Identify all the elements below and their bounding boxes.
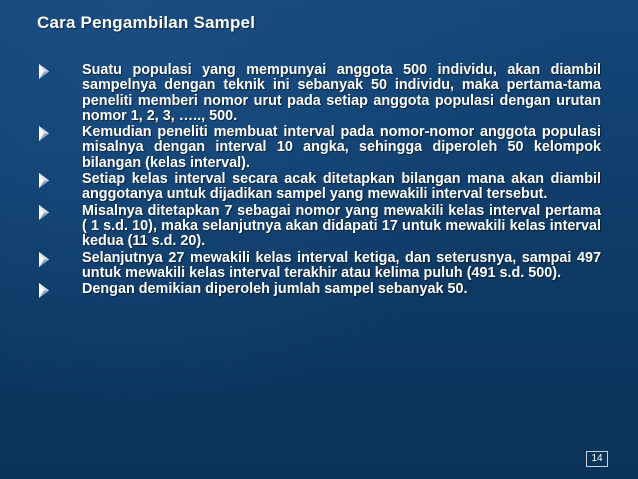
bullet-text: Suatu populasi yang mempunyai anggota 500 individu, akan diambil sampelnya dengan teknik ini sebanyak 50 individu, maka pertama-tama peneliti memberi nomor urut pada setiap anggota populasi dengan urutan nomor 1, 2, 3, ….., 500. bbox=[82, 62, 601, 124]
bullet-item bbox=[38, 282, 601, 297]
bullet-text: Kemudian peneliti membuat interval pada nomor-nomor anggota populasi misalnya dengan interval 10 angka, sehingga diperoleh 50 kelompok bilangan (kelas interval). bbox=[82, 124, 601, 171]
bullet-text: Misalnya ditetapkan 7 sebagai nomor yang mewakili kelas interval pertama ( 1 s.d. 10), maka selanjutnya akan didapati 17 untuk mewakili kelas interval kedua (11 s.d. 20). bbox=[82, 202, 601, 250]
arrow-bullet-icon bbox=[38, 173, 50, 188]
bullet-list bbox=[38, 63, 601, 298]
arrow-bullet-icon bbox=[38, 205, 50, 220]
page-number: 14 bbox=[586, 451, 608, 467]
bullet-item bbox=[38, 251, 601, 282]
arrow-bullet-icon bbox=[38, 252, 50, 267]
bullet-item bbox=[38, 63, 601, 124]
arrow-bullet-icon bbox=[38, 283, 50, 298]
slide-title: Cara Pengambilan Sampel bbox=[37, 13, 256, 32]
bullet-text: Selanjutnya 27 mewakili kelas interval ketiga, dan seterusnya, sampai 497 untuk mewakili kelas interval terakhir atau kelima puluh (491 s.d. 500). bbox=[82, 249, 601, 281]
bullet-item bbox=[38, 204, 601, 250]
bullet-text: Dengan demikian diperoleh jumlah sampel sebanyak 50. bbox=[82, 281, 468, 298]
arrow-bullet-icon bbox=[38, 126, 50, 141]
bullet-item bbox=[38, 172, 601, 203]
bullet-text: Setiap kelas interval secara acak ditetapkan bilangan mana akan diambil anggotanya untuk dijadikan sampel yang mewakili interval tersebut. bbox=[82, 171, 601, 203]
arrow-bullet-icon bbox=[38, 64, 50, 79]
bullet-item bbox=[38, 125, 601, 171]
